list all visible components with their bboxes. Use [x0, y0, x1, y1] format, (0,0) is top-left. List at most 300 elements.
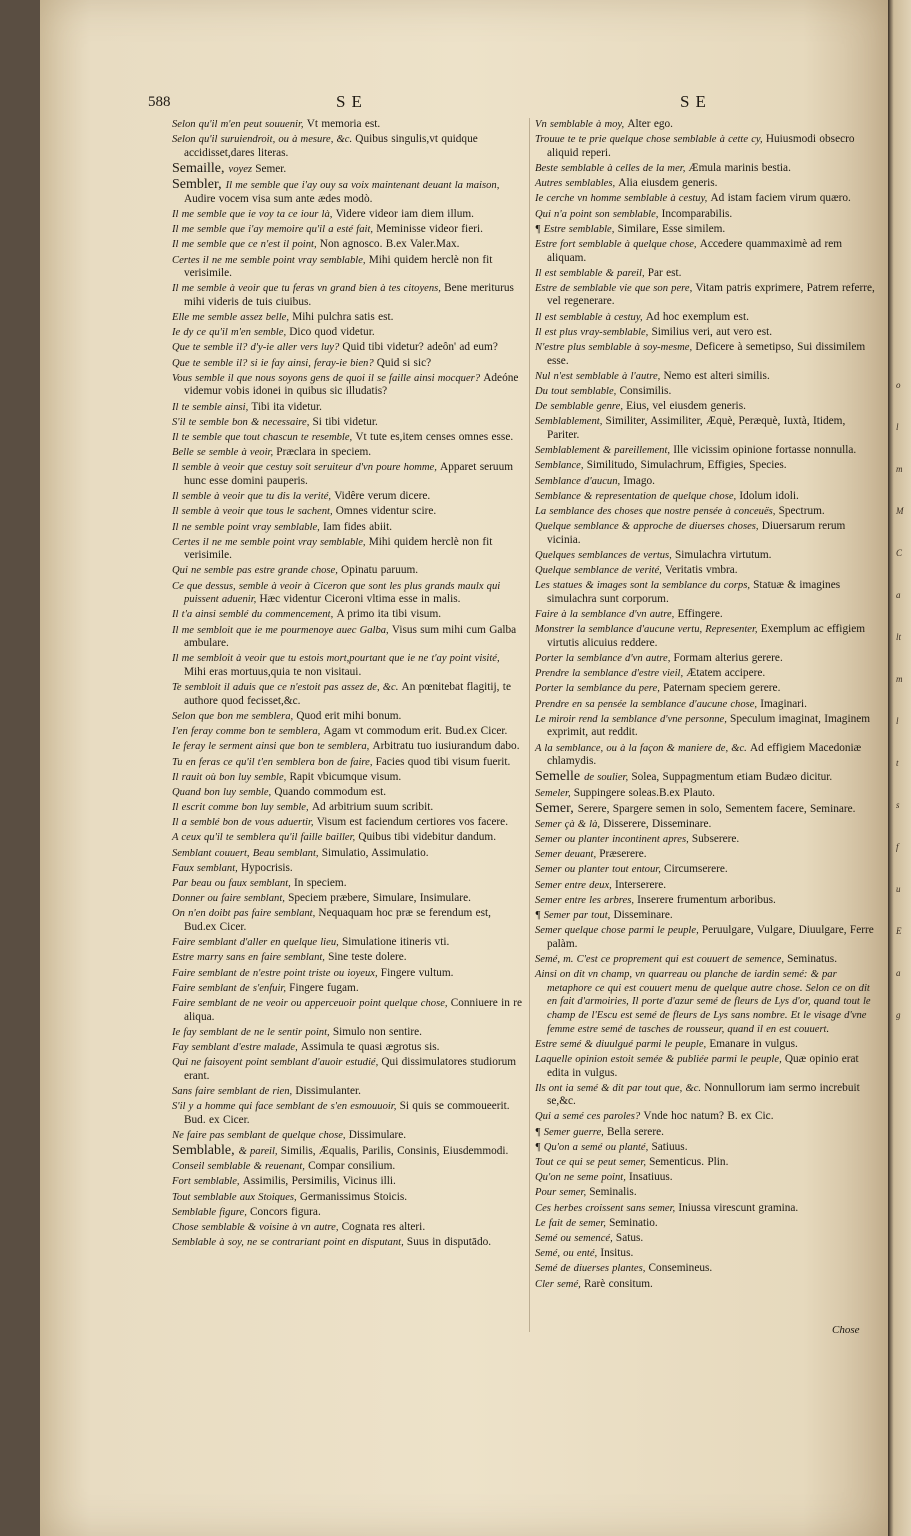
latin-equivalent: Qui dissimulatores studiorum erant. [184, 1056, 517, 1082]
dictionary-entry [172, 608, 524, 622]
edge-fragment: f [896, 842, 899, 852]
latin-equivalent: Speciem præbere, Simulare, Insimulare. [288, 892, 471, 905]
french-phrase: Il me semble que ie voy ta ce iour là, [172, 208, 336, 220]
dictionary-entry [535, 968, 879, 1036]
dictionary-entry [535, 1186, 879, 1200]
latin-equivalent: Si tibi videtur. [312, 415, 378, 428]
french-phrase: Semblablement & pareillement, [535, 445, 674, 457]
latin-equivalent: Seminatio. [609, 1216, 658, 1229]
dictionary-entry [535, 1278, 879, 1292]
latin-equivalent: Meminisse videor fieri. [376, 223, 483, 236]
french-phrase: Semer quelque chose parmi le peuple, [535, 925, 702, 937]
french-phrase: Que te semble il? si ie fay ainsi, feray-ie bien? [172, 357, 377, 369]
dictionary-entry [172, 877, 524, 891]
dictionary-entry [535, 579, 879, 606]
french-phrase: Semblance, [535, 460, 587, 472]
dictionary-entry [535, 742, 879, 769]
dictionary-entry [172, 652, 524, 679]
dictionary-entry [172, 816, 524, 830]
latin-equivalent: Germanissimus Stoicis. [299, 1190, 408, 1203]
latin-equivalent: Circumserere. [664, 863, 728, 876]
dictionary-entry [172, 1221, 524, 1235]
french-phrase: Semer entre les arbres, [535, 894, 638, 906]
dictionary-entry [535, 490, 879, 504]
french-phrase: Il est semblable & pareil, [535, 267, 648, 279]
latin-equivalent: Incomparabilis. [661, 207, 733, 220]
latin-equivalent: Sine teste dolere. [328, 951, 407, 964]
latin-equivalent: Quibus singulis,vt quidque accidisset,dares literas. [184, 133, 478, 159]
latin-equivalent: Mihi pulchra satis est. [292, 311, 394, 324]
latin-equivalent: Quando commodum est. [274, 785, 387, 798]
latin-equivalent: Si quis se commoueerit. Bud. ex Cicer. [184, 1100, 510, 1126]
latin-equivalent: Simulatione itineris vti. [341, 936, 450, 949]
french-phrase: Semer deuant, [535, 849, 600, 861]
edge-fragment: m [896, 674, 903, 684]
french-phrase: Ainsi on dit vn champ, vn quarreau ou planche de iardin semé: & par metaphore ce qui est couuert menu de quelque autre chose. Selon ce on dit en fait d'armoiries, Il porte d'azur semé de fleurs de Lys d'or, quand tout le champ de l'Escu est semé de fleurs de Lys sans nombre. Et le visage d'vne femme estre semé de tasches de rousseur, quand il en est couuert. [535, 969, 871, 1035]
french-phrase: Il est plus vray-semblable, [535, 326, 652, 338]
latin-equivalent: Conniuere in re aliqua. [184, 996, 522, 1023]
dictionary-entry [172, 725, 524, 739]
dictionary-entry [535, 924, 879, 951]
french-phrase: Ce que dessus, semble à veoir à Ciceron que sont les plus grands maulx qui puissent aduenir, [172, 580, 501, 606]
dictionary-entry [535, 1038, 879, 1052]
french-phrase: ¶ Qu'on a semé ou planté, [535, 1141, 652, 1153]
french-phrase: Vous semble il que nous soyons gens de quoi il se faille ainsi mocquer? [172, 372, 484, 384]
dictionary-entry [172, 1129, 524, 1143]
french-phrase: Ie cerche vn homme semblable à cestuy, [535, 193, 711, 205]
french-phrase: N'estre plus semblable à soy-mesme, [535, 342, 696, 354]
dictionary-entry [535, 894, 879, 908]
dictionary-entry [172, 238, 524, 252]
french-phrase: Fay semblant d'estre malade, [172, 1041, 301, 1053]
dictionary-entry [172, 341, 524, 355]
dictionary-entry [535, 549, 879, 563]
latin-equivalent: Dissimulanter. [295, 1084, 361, 1097]
dictionary-entry [172, 311, 524, 325]
dictionary-entry [535, 192, 879, 206]
french-phrase: Semé ou semencé, [535, 1232, 616, 1244]
running-head-left: SE [336, 92, 368, 111]
dictionary-entry [535, 505, 879, 519]
edge-fragment: l [896, 716, 899, 726]
latin-equivalent: Hæc videntur Ciceroni vltima esse in malis. [259, 593, 461, 606]
french-phrase: Belle se semble à veoir, [172, 447, 277, 459]
latin-equivalent: Mihi eras mortuus,quia te non visitaui. [184, 666, 362, 678]
french-phrase: Pour semer, [535, 1187, 590, 1199]
dictionary-entry [172, 1056, 524, 1083]
dictionary-entry [535, 282, 879, 309]
french-phrase: Monstrer la semblance d'aucune vertu, Representer, [535, 624, 761, 636]
french-phrase: de soulier, [584, 772, 632, 784]
latin-equivalent: Opinatu paruum. [341, 564, 419, 577]
latin-equivalent: Quid si sic? [376, 356, 432, 369]
latin-equivalent: Fingere vultum. [380, 966, 454, 979]
latin-equivalent: Insitus. [600, 1247, 634, 1260]
latin-equivalent: Audire vocem visa sum ante ædes modò. [184, 192, 373, 205]
french-phrase: Il me semble que i'ay ouy sa voix maintenant deuant la maison, [225, 180, 500, 192]
latin-equivalent: Veritatis vmbra. [664, 564, 738, 577]
french-phrase: Faire à la semblance d'vn autre, [535, 609, 678, 621]
french-phrase: A ceux qu'il te semblera qu'il faille bailler, [172, 832, 359, 844]
french-phrase: Ils ont ia semé & dit par tout que, &c. [535, 1082, 705, 1094]
french-phrase: voyez [228, 163, 256, 175]
latin-equivalent: Similitudo, Simulachrum, Effigies, Species. [586, 459, 787, 472]
latin-equivalent: Interserere. [614, 878, 667, 891]
french-phrase: & pareil, [238, 1146, 281, 1158]
french-phrase: Trouue te te prie quelque chose semblable à cette cy, [535, 134, 766, 146]
dictionary-entry [535, 370, 879, 384]
dictionary-entry [535, 1217, 879, 1231]
french-phrase: Il escrit comme bon luy semble, [172, 802, 312, 814]
dictionary-entry [172, 536, 524, 563]
dictionary-entry [535, 623, 879, 650]
dictionary-entry [535, 863, 879, 877]
catchword: Chose [832, 1324, 860, 1336]
latin-equivalent: Formam alterius gerere. [673, 652, 783, 664]
french-phrase: Beste semblable à celles de la mer, [535, 162, 689, 174]
french-phrase: Estre de semblable vie que son pere, [535, 282, 696, 294]
french-phrase: Le miroir rend la semblance d'vne personne, [535, 713, 731, 725]
french-phrase: Ces herbes croissent sans semer, [535, 1202, 679, 1214]
french-phrase: Certes il ne me semble point vray semblable, [172, 536, 369, 548]
latin-equivalent: Vitam patris exprimere, Patrem referre, vel regenerare. [547, 281, 875, 308]
dictionary-entry [172, 982, 524, 996]
french-phrase: Semé de diuerses plantes, [535, 1263, 649, 1275]
latin-equivalent: Subserere. [691, 833, 740, 846]
dictionary-entry [535, 1156, 879, 1170]
latin-equivalent: Agam vt commodum erit. Bud.ex Cicer. [323, 725, 508, 738]
french-phrase: Les statues & images sont la semblance du corps, [535, 580, 754, 592]
dictionary-entry [535, 1262, 879, 1276]
latin-equivalent: Imaginari. [760, 697, 807, 710]
latin-equivalent: Ad arbitrium suum scribit. [311, 801, 434, 814]
dictionary-entry [172, 133, 524, 160]
french-phrase: Il est semblable à cestuy, [535, 311, 646, 323]
dictionary-entry [535, 177, 879, 191]
edge-fragment: u [896, 884, 901, 894]
french-phrase: Il semble à veoir que tous le sachent, [172, 506, 336, 518]
latin-equivalent: Par est. [647, 266, 682, 279]
dictionary-entry [172, 936, 524, 950]
latin-equivalent: Solea, Suppagmentum etiam Budæo dicitur. [631, 771, 833, 784]
french-phrase: Semblance & representation de quelque chose, [535, 490, 740, 502]
latin-equivalent: Disserere, Disseminare. [603, 817, 712, 830]
french-phrase: Tu en feras ce qu'il t'en semblera bon de faire, [172, 756, 376, 768]
french-phrase: Te sembloit il aduis que ce n'estoit pas assez de, &c. [172, 682, 402, 694]
latin-equivalent: Dico quod videtur. [289, 326, 375, 339]
latin-equivalent: Tibi ita videtur. [251, 400, 322, 413]
french-phrase: Conseil semblable & reuenant, [172, 1161, 309, 1173]
french-phrase: Tout semblable aux Stoiques, [172, 1191, 300, 1203]
edge-fragment: o [896, 380, 901, 390]
latin-equivalent: Disseminare. [613, 909, 673, 921]
dictionary-entry [535, 667, 879, 681]
dictionary-entry [535, 326, 879, 340]
headword: Semer, [535, 800, 578, 816]
latin-equivalent: Assimilis, Persimilis, Vicinus illi. [242, 1175, 396, 1188]
french-phrase: Semblance d'aucun, [535, 475, 624, 487]
french-phrase: Porter la semblance du pere, [535, 683, 664, 695]
dictionary-entry [172, 710, 524, 724]
french-phrase: Porter la semblance d'vn autre, [535, 653, 674, 664]
french-phrase: Semblant couuert, Beau semblant, [172, 847, 322, 859]
dictionary-entry [172, 372, 524, 399]
dictionary-entry [535, 385, 879, 399]
latin-equivalent: Diuersarum rerum vicinia. [547, 520, 846, 546]
dictionary-entry [535, 833, 879, 847]
french-phrase: Semblablement, [535, 416, 606, 428]
dictionary-entry [172, 401, 524, 415]
latin-equivalent: Ad hoc exemplum est. [645, 310, 749, 323]
french-phrase: Semblable figure, [172, 1206, 250, 1218]
latin-equivalent: Eius, vel eiusdem generis. [626, 400, 746, 413]
french-phrase: Semer ou planter incontinent apres, [535, 834, 692, 846]
french-phrase: Laquelle opinion estoit semée & publiée parmi le peuple, [535, 1053, 785, 1065]
french-phrase: Quand bon luy semble, [172, 786, 275, 798]
dictionary-entry [535, 1247, 879, 1261]
dictionary-entry [172, 446, 524, 460]
latin-equivalent: Simulatio, Assimulatio. [321, 846, 429, 859]
latin-equivalent: Bella serere. [606, 1125, 664, 1138]
dictionary-entry [172, 1041, 524, 1055]
latin-equivalent: Æmula marinis bestia. [688, 161, 791, 174]
latin-equivalent: Ad istam faciem virum quæro. [710, 192, 851, 205]
dictionary-entry [535, 909, 879, 923]
dictionary-entry [172, 997, 524, 1024]
latin-equivalent: Præserere. [599, 848, 647, 861]
latin-equivalent: Bene meriturus mihi videris de tuis ciuibus. [184, 282, 514, 308]
dictionary-entry [535, 787, 879, 801]
french-phrase: Il semble à veoir que tu dis la verité, [172, 491, 335, 503]
french-phrase: ¶ Estre semblable, [535, 223, 618, 235]
dictionary-entry [535, 564, 879, 578]
dictionary-entry [535, 1053, 879, 1080]
edge-fragment: M [896, 506, 904, 516]
latin-equivalent: Seminatus. [787, 952, 838, 965]
dictionary-entry [172, 208, 524, 222]
french-phrase: Il me semble que ce n'est il point, [172, 239, 320, 251]
left-column [172, 118, 524, 1251]
latin-equivalent: Alia eiusdem generis. [618, 177, 718, 190]
french-phrase: Elle me semble assez belle, [172, 312, 293, 324]
french-phrase: Il te semble ainsi, [172, 401, 252, 413]
latin-equivalent: Visus sum mihi cum Galba ambulare. [184, 623, 517, 650]
dictionary-entry [535, 444, 879, 458]
edge-fragment: m [896, 464, 903, 474]
dictionary-entry [535, 133, 879, 160]
latin-equivalent: Ad effigiem Macedoniæ chlamydis. [547, 741, 862, 768]
latin-equivalent: Similiter, Assimiliter, Æquè, Peræquè, Iuxtà, Itidem, Pariter. [547, 415, 846, 441]
dictionary-entry [172, 564, 524, 578]
dictionary-entry [172, 431, 524, 445]
dictionary-entry [172, 907, 524, 934]
dictionary-entry [172, 624, 524, 651]
latin-equivalent: Nonnullorum iam sermo increbuit se,&c. [547, 1081, 860, 1108]
latin-equivalent: Statuæ & imagines simulachra sunt corporum. [547, 579, 841, 605]
dictionary-entry [172, 1085, 524, 1099]
dictionary-entry [172, 786, 524, 800]
dictionary-entry [535, 770, 879, 785]
dictionary-entry [535, 162, 879, 176]
french-phrase: Chose semblable & voisine à vn autre, [172, 1221, 342, 1233]
french-phrase: Ie feray le serment ainsi que bon te semblera, [172, 741, 373, 753]
headword: Semblable, [172, 1143, 239, 1159]
latin-equivalent: Simulachra virtutum. [674, 548, 772, 561]
latin-equivalent: Nequaquam hoc præ se ferendum est, Bud.ex Cicer. [184, 907, 491, 933]
dictionary-entry [535, 1202, 879, 1216]
french-phrase: Quelque semblance & approche de diuerses choses, [535, 521, 762, 533]
dictionary-entry [535, 415, 879, 442]
french-phrase: Il t'a ainsi semblé du commencement, [172, 609, 337, 621]
latin-equivalent: Facies quod tibi visum fuerit. [375, 755, 511, 768]
french-phrase: Qu'on ne seme point, [535, 1172, 630, 1184]
french-phrase: Il semble à veoir que cestuy soit seruiteur d'vn poure homme, [172, 462, 441, 474]
headword: Semaille, [172, 160, 229, 176]
latin-equivalent: Mihi quidem herclè non fit verisimile. [184, 535, 493, 562]
french-phrase: Semer ou planter tout entour, [535, 864, 665, 876]
latin-equivalent: Similare, Esse similem. [617, 222, 726, 235]
french-phrase: Par beau ou faux semblant, [172, 878, 294, 890]
dictionary-entry [535, 802, 879, 817]
latin-equivalent: Huiusmodi obsecro aliquid reperi. [547, 133, 855, 159]
dictionary-entry [172, 1160, 524, 1174]
french-phrase: Faire semblant de s'enfuir, [172, 982, 290, 994]
french-phrase: Semé, m. C'est ce proprement qui est couuert de semence, [535, 953, 788, 965]
dictionary-entry [535, 311, 879, 325]
latin-equivalent: Consemineus. [648, 1262, 713, 1275]
french-phrase: Il a semblé bon de vous aduertir, [172, 817, 317, 829]
latin-equivalent: Ætatem accipere. [686, 667, 766, 680]
headword: Sembler, [172, 177, 226, 193]
french-phrase: Le fait de semer, [535, 1217, 610, 1229]
dictionary-entry [172, 967, 524, 981]
french-phrase: Nul n'est semblable à l'autre, [535, 370, 664, 382]
latin-equivalent: Simulo non sentire. [332, 1025, 422, 1038]
latin-equivalent: Similius veri, aut vero est. [651, 325, 773, 338]
dictionary-entry [172, 1206, 524, 1220]
dictionary-entry [172, 892, 524, 906]
edge-fragment: a [896, 590, 901, 600]
latin-equivalent: Sementicus. Plin. [649, 1156, 729, 1169]
dictionary-entry [172, 740, 524, 754]
edge-fragment: E [896, 926, 902, 936]
french-phrase: Estre semé & diuulgué parmi le peuple, [535, 1038, 710, 1050]
french-phrase: Qui ne semble pas estre grande chose, [172, 565, 342, 577]
french-phrase: Qui a semé ces paroles? [535, 1111, 644, 1123]
right-column [535, 118, 879, 1293]
latin-equivalent: Insatiuus. [629, 1171, 673, 1184]
dictionary-entry [535, 1171, 879, 1185]
french-phrase: Donner ou faire semblant, [172, 893, 289, 905]
dictionary-entry [172, 801, 524, 815]
edge-fragment: g [896, 1010, 901, 1020]
dictionary-entry [172, 862, 524, 876]
latin-equivalent: Iniussa virescunt gramina. [678, 1201, 799, 1214]
dictionary-entry [535, 223, 879, 237]
french-phrase: Semblable à soy, ne se contrariant point en disputant, [172, 1237, 407, 1249]
dictionary-entry [172, 178, 524, 206]
latin-equivalent: Alter ego. [627, 118, 673, 130]
dictionary-entry [172, 254, 524, 281]
french-phrase: Tout ce qui se peut semer, [535, 1157, 650, 1169]
french-phrase: Quelque semblance de verité, [535, 565, 665, 577]
dictionary-entry [535, 698, 879, 712]
dictionary-entry [535, 682, 879, 696]
latin-equivalent: Seminalis. [589, 1186, 637, 1199]
latin-equivalent: Spectrum. [778, 504, 825, 517]
latin-equivalent: Cognata res alteri. [341, 1220, 426, 1233]
latin-equivalent: Deficere à semetipso, Sui dissimilem esse. [547, 341, 866, 367]
french-phrase: Semer entre deux, [535, 879, 615, 891]
latin-equivalent: Satus. [615, 1231, 644, 1244]
french-phrase: Quelques semblances de vertus, [535, 549, 675, 561]
dictionary-entry [172, 847, 524, 861]
edge-fragment: lt [896, 632, 902, 642]
french-phrase: Semeler, [535, 787, 574, 799]
dictionary-entry [535, 118, 879, 132]
latin-equivalent: Consimilis. [619, 385, 672, 397]
latin-equivalent: Iam fides abiit. [322, 520, 393, 533]
dictionary-entry [172, 1175, 524, 1189]
running-head-right: SE [680, 92, 712, 111]
dictionary-entry [535, 1126, 879, 1140]
dictionary-entry [535, 608, 879, 622]
latin-equivalent: Ille vicissim opinione fortasse nonnulla. [673, 444, 857, 457]
french-phrase: S'il te semble bon & necessaire, [172, 416, 313, 428]
dictionary-entry [172, 490, 524, 504]
latin-equivalent: Vnde hoc natum? B. ex Cic. [643, 1110, 774, 1123]
latin-equivalent: Accedere quammaximè ad rem aliquam. [547, 237, 843, 264]
latin-equivalent: Exemplum ac effigiem virtutis alicuius reddere. [547, 623, 866, 649]
latin-equivalent: A primo ita tibi visum. [336, 608, 442, 621]
french-phrase: Ne faire pas semblant de quelque chose, [172, 1129, 349, 1141]
french-phrase: Semé, ou enté, [535, 1248, 601, 1260]
latin-equivalent: Idolum idoli. [739, 489, 799, 502]
headword: Semelle [535, 769, 585, 785]
latin-equivalent: Omnes videntur scire. [335, 505, 437, 518]
latin-equivalent: Vidêre verum dicere. [334, 490, 431, 503]
french-phrase: Il me semble à veoir que tu feras vn grand bien à tes citoyens, [172, 283, 445, 295]
latin-equivalent: An pœnitebat flagitij, te authore quod fecisset,&c. [184, 681, 511, 707]
latin-equivalent: Imago. [623, 474, 655, 487]
french-phrase: ¶ Semer guerre, [535, 1126, 607, 1138]
latin-equivalent: Speculum imaginat, Imaginem exprimit, aut reddit. [547, 712, 871, 739]
dictionary-entry [172, 118, 524, 132]
dictionary-entry [535, 475, 879, 489]
dictionary-entry [535, 267, 879, 281]
dictionary-entry [172, 951, 524, 965]
french-phrase: Selon qu'il suruiendroit, ou à mesure, &c. [172, 134, 356, 146]
french-phrase: Fort semblable, [172, 1176, 243, 1188]
latin-equivalent: Inserere frumentum arboribus. [637, 893, 776, 906]
french-phrase: Il me sembloit que ie me pourmenoye auec Galba, [172, 624, 392, 636]
dictionary-entry [172, 521, 524, 535]
french-phrase: Vn semblable à moy, [535, 119, 628, 130]
french-phrase: Il te semble que tout chascun te resemble, [172, 431, 356, 443]
latin-equivalent: Quod erit mihi bonum. [296, 709, 402, 722]
latin-equivalent: Vt memoria est. [306, 118, 381, 130]
dictionary-entry [535, 400, 879, 414]
page-number: 588 [148, 94, 171, 110]
french-phrase: ¶ Semer par tout, [535, 910, 614, 921]
latin-equivalent: Assimula te quasi ægrotus sis. [300, 1040, 440, 1053]
edge-fragment: C [896, 548, 903, 558]
dictionary-entry [535, 1082, 879, 1109]
french-phrase: Certes il ne me semble point vray semblable, [172, 254, 369, 266]
french-phrase: Il me semble que i'ay memoire qu'il a esté fait, [172, 224, 377, 236]
latin-equivalent: Similis, Æqualis, Parilis, Consinis, Eiusdemmodi. [280, 1145, 509, 1158]
latin-equivalent: Præclara in speciem. [276, 446, 372, 459]
